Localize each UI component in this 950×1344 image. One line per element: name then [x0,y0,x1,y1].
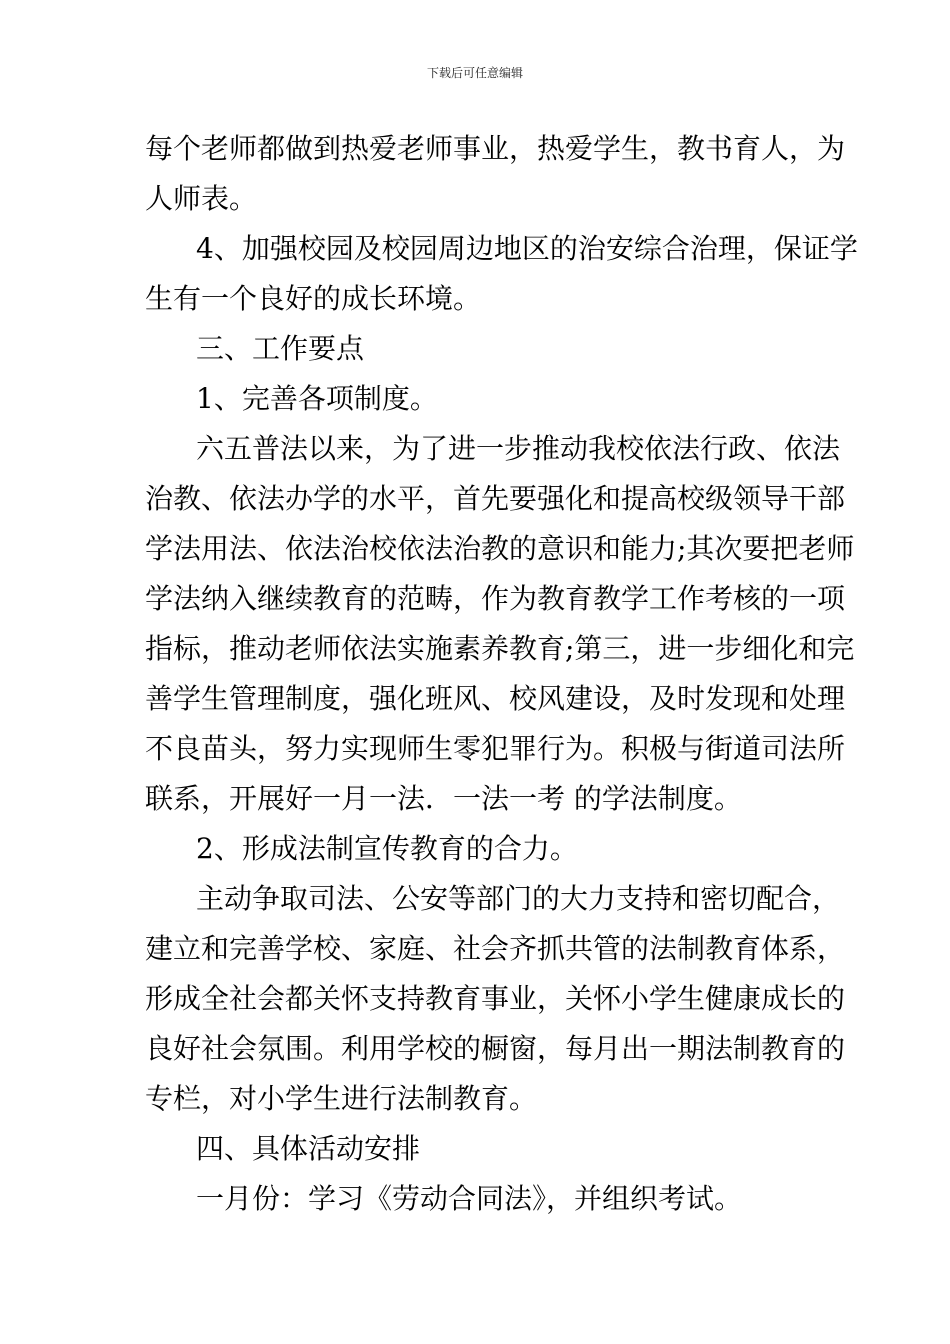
paragraph-line: 治教、依法办学的水平，首先要强化和提高校级领导干部 [145,482,846,515]
section-heading: 四、具体活动安排 [196,1132,421,1165]
paragraph-line: 指标，推动老师依法实施素养教育;第三，进一步细化和完 [145,632,855,665]
paragraph-line: 生有一个良好的成长环境。 [145,282,482,315]
paragraph-line: 建立和完善学校、家庭、社会齐抓共管的法制教育体系， [145,932,846,965]
subsection-heading: 1、完善各项制度。 [196,382,438,415]
paragraph-line: 不良苗头，努力实现师生零犯罪行为。积极与街道司法所 [145,732,846,765]
page-header: 下载后可任意编辑 [426,66,523,80]
paragraph-line: 主动争取司法、公安等部门的大力支持和密切配合， [196,882,841,915]
paragraph-line: 六五普法以来，为了进一步推动我校依法行政、依法 [196,432,841,465]
document-body [145,124,858,1224]
paragraph-line: 善学生管理制度，强化班风、校风建设，及时发现和处理 [145,682,846,715]
numbered-item: 4、加强校园及校园周边地区的治安综合治理，保证学 [196,232,858,265]
paragraph-line: 专栏，对小学生进行法制教育。 [145,1082,538,1115]
paragraph-line: 良好社会氛围。利用学校的橱窗，每月出一期法制教育的 [145,1032,846,1065]
paragraph-line: 学法用法、依法治校依法治教的意识和能力;其次要把老师 [145,532,855,565]
subsection-heading: 2、形成法制宣传教育的合力。 [196,832,578,865]
paragraph-line: 形成全社会都关怀支持教育事业，关怀小学生健康成长的 [145,982,846,1015]
paragraph-line: 人师表。 [145,182,258,215]
paragraph-line: 学法纳入继续教育的范畴，作为教育教学工作考核的一项 [145,582,846,615]
paragraph-line: 一月份：学习《劳动合同法》，并组织考试。 [196,1182,743,1215]
section-heading: 三、工作要点 [196,332,365,365]
paragraph-line: 每个老师都做到热爱老师事业，热爱学生，教书育人，为 [145,132,846,165]
paragraph-line: 联系，开展好一月一法．一法一考 的学法制度。 [145,782,742,815]
